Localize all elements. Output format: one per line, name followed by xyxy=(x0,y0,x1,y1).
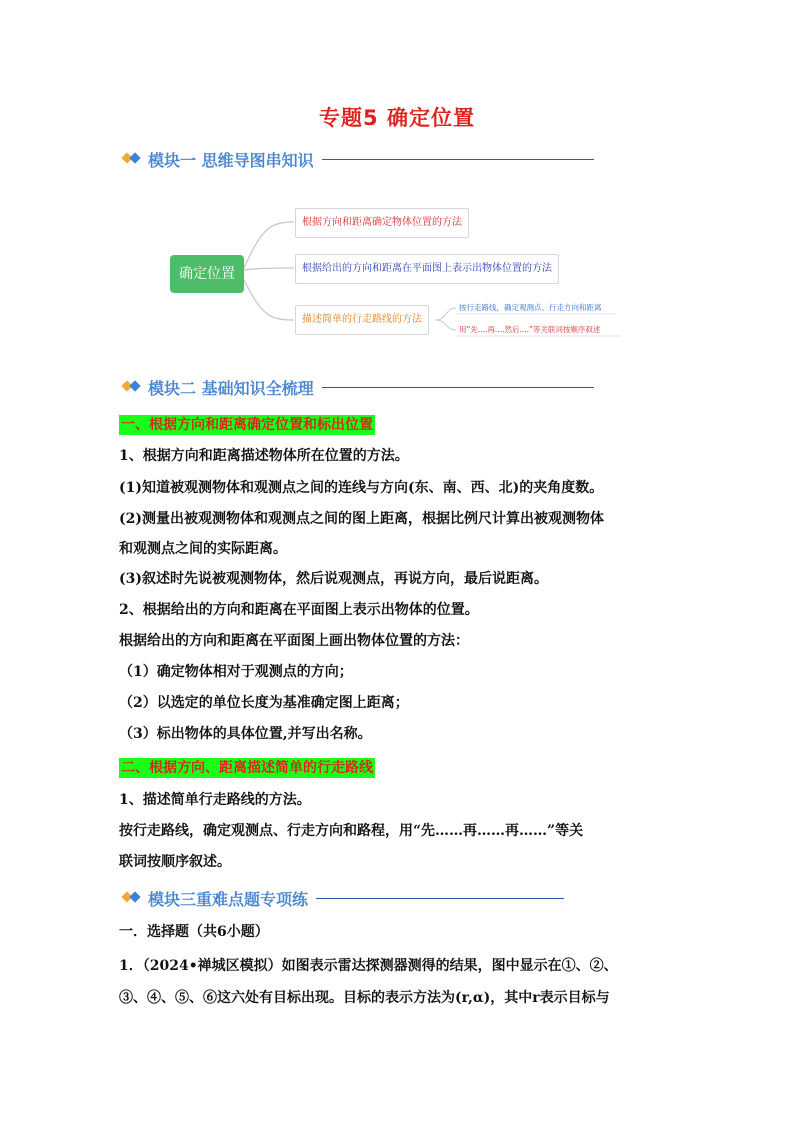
paragraph: （3）标出物体的具体位置,并写出名称。 xyxy=(119,726,372,742)
mindmap-root: 确定位置 xyxy=(170,255,244,293)
module-divider xyxy=(322,387,594,388)
module-title: 模块二 基础知识全梳理 xyxy=(148,378,314,398)
module-title: 模块三重难点题专项练 xyxy=(148,889,309,909)
paragraph: (1)知道被观测物体和观测点之间的连线与方向(东、南、西、北)的夹角度数。 xyxy=(119,480,604,496)
paragraph: (3)叙述时先说被观测物体，然后说观测点，再说方向，最后说距离。 xyxy=(119,571,548,587)
module-header-3 xyxy=(122,886,564,910)
paragraph: 和观测点之间的实际距离。 xyxy=(119,541,287,557)
paragraph: 按行走路线，确定观测点、行走方向和路程，用“先……再……再……”等关 xyxy=(119,823,584,839)
question-text: 1．（2024•禅城区模拟）如图表示雷达探测器测得的结果，图中显示在①、②、 xyxy=(119,958,618,974)
module-header-2 xyxy=(122,375,594,399)
module-divider xyxy=(316,898,564,899)
paragraph: 1、描述简单行走路线的方法。 xyxy=(119,792,311,808)
mindmap-branch-1: 根据方向和距离确定物体位置的方法 xyxy=(295,208,469,238)
paragraph: （1）确定物体相对于观测点的方向； xyxy=(119,664,353,680)
diamond-icon xyxy=(122,379,144,395)
module-title: 模块一 思维导图串知识 xyxy=(148,150,314,170)
question-text: ③、④、⑤、⑥这六处有目标出现。目标的表示方法为(r,α)，其中r表示目标与 xyxy=(119,990,610,1006)
mindmap-leaf-2: 用“先....再....然后....”等关联词按顺序叙述 xyxy=(459,325,601,334)
paragraph: 根据给出的方向和距离在平面图上画出物体位置的方法： xyxy=(119,633,469,649)
paragraph: 联词按顺序叙述。 xyxy=(119,854,231,870)
mindmap-branch-3: 描述简单的行走路线的方法 xyxy=(295,305,429,335)
section-heading-1: 一、根据方向和距离确定位置和标出位置 xyxy=(121,417,373,433)
diamond-icon xyxy=(122,890,144,906)
paragraph: 1、根据方向和距离描述物体所在位置的方法。 xyxy=(119,448,409,464)
question-section-heading: 一．选择题（共6小题） xyxy=(119,924,269,940)
mindmap-branch-2: 根据给出的方向和距离在平面图上表示出物体位置的方法 xyxy=(295,254,559,284)
paragraph: (2)测量出被观测物体和观测点之间的图上距离，根据比例尺计算出被观测物体 xyxy=(119,511,604,527)
paragraph: （2）以选定的单位长度为基准确定图上距离； xyxy=(119,695,409,711)
paragraph: 2、根据给出的方向和距离在平面图上表示出物体的位置。 xyxy=(119,602,479,618)
section-heading-2: 二、根据方向、距离描述简单的行走路线 xyxy=(121,760,373,776)
page-title: 专题5 确定位置 xyxy=(319,106,475,130)
mindmap-leaf-1: 按行走路线，确定观测点、行走方向和距离 xyxy=(459,303,602,312)
